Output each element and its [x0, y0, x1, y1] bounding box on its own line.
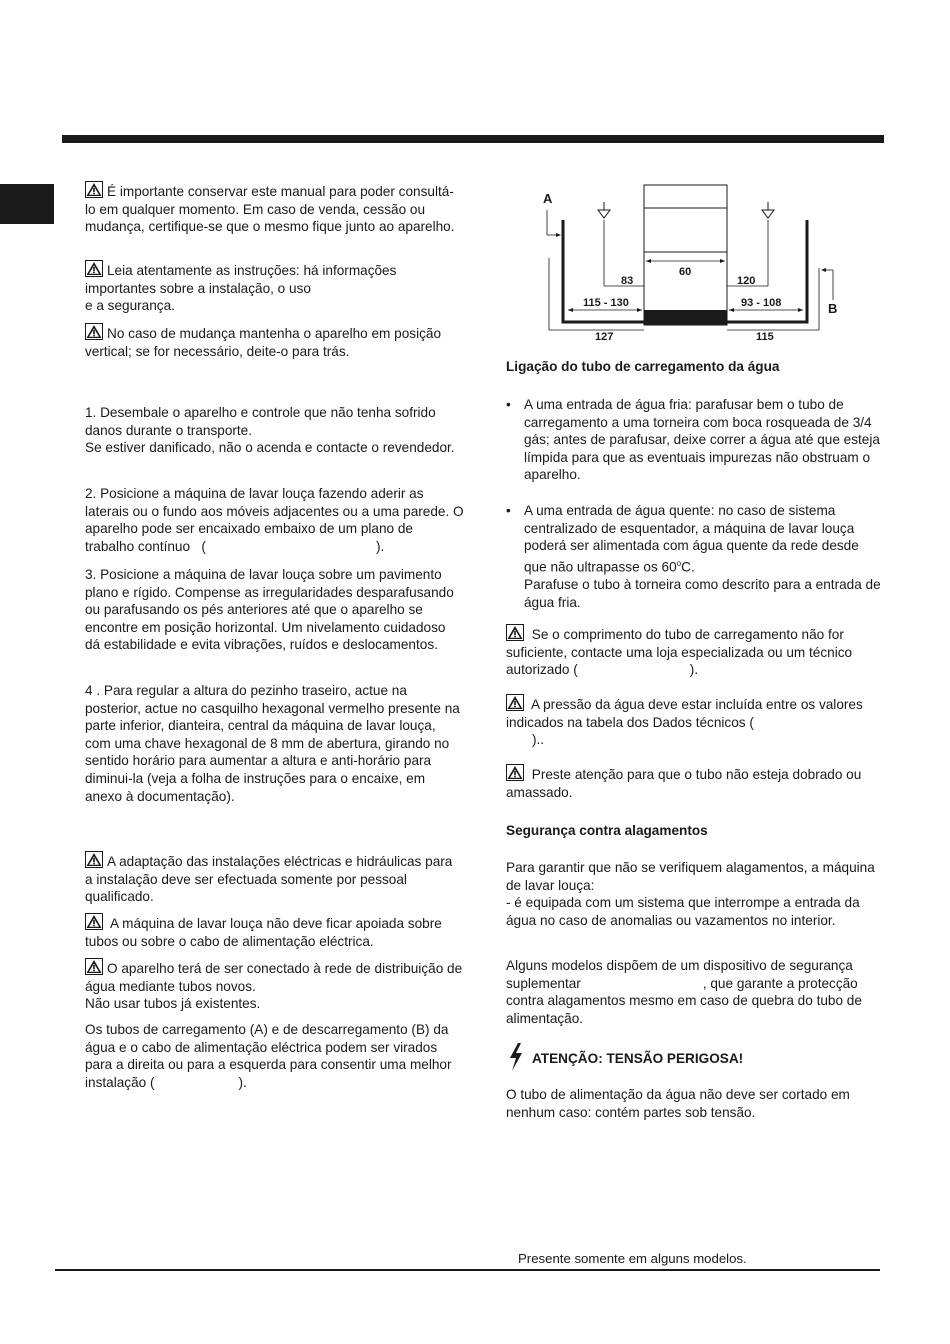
step-4: 4 . Para regular a altura do pezinho traseiro, actue na posterior, actue no casquilho hexagonal vermelho presente na parte inferior, dianteira, central da máquina de lavar louça, com uma chave hexagonal de 8 mm de abertura, girando no sentido horário para aumentar a altura e anti-horário para diminui-la (veja a folha de instruções para o encaixe, em anexo à documentação).: [85, 683, 460, 804]
dim-83: 83: [621, 275, 634, 287]
label-b: B: [828, 301, 838, 316]
step-2: 2. Posicione a máquina de lavar louça fazendo aderir as laterais ou o fundo aos móveis adjacentes ou a uma parede. O aparelho pode ser encaixado embaixo de um plano de trabalho contínuo ( ).: [85, 486, 464, 554]
heading-water-inlet: Ligação do tubo de carregamento da água: [506, 359, 780, 374]
warning-icon: [506, 764, 524, 781]
label-a: A: [543, 191, 553, 206]
flood-device-text: Alguns modelos dispõem de um dispositivo de segurança suplementar , que garante a protecção contra alagamentos mesmo em caso de quebra do tubo de alimentação.: [506, 958, 862, 1026]
appliance-outline: [644, 185, 727, 325]
header-rule: [62, 135, 884, 143]
bullet-hot-water: • A uma entrada de água quente: no caso de sistema centralizado de esquentador, a máquina de lavar louça poderá ser alimentada com água quente da rede desde que não ultrapasse os 60$^o$C. Parafuse o tubo à torneira como descrito para a entrada de água fria.: [506, 503, 881, 610]
flood-system-text: Para garantir que não se verifiquem alagamentos, a máquina de lavar louça: - é equipada com um sistema que interrompe a entrada da água no caso de anomalias ou vazamentos no interior.: [506, 860, 875, 928]
appliance-base: [644, 310, 727, 325]
dim-120: 120: [737, 275, 756, 287]
heading-flood-safety: Segurança contra alagamentos: [506, 823, 708, 838]
step-3: 3. Posicione a máquina de lavar louça sobre um pavimento plano e rígido. Compense as irregularidades desparafusando ou parafusando os pés anteriores até que o aparelho se encontre em posição horizontal. Um nivelamento cuidadoso dá estabilidade e evita vibrações, ruídos e deslocamentos.: [85, 567, 454, 653]
warning-icon: [85, 958, 103, 975]
warning-tube-bent: Preste atenção para que o tubo não esteja dobrado ou amassado.: [506, 764, 884, 801]
connection-diagram: [535, 180, 855, 350]
warning-icon: [85, 913, 103, 930]
dim-93-108: 93 - 108: [741, 297, 782, 309]
warning-not-on-tubes: A máquina de lavar louça não deve ficar apoiada sobre tubos ou sobre o cabo de alimentação eléctrica.: [85, 913, 463, 950]
warning-keep-manual: É importante conservar este manual para poder consultá-lo em qualquer momento. Em caso de venda, cessão ou mudança, certifique-se que o mesmo fique junto ao aparelho.: [85, 181, 463, 236]
tubes-orientation: Os tubos de carregamento (A) e de descarregamento (B) da água e o cabo de alimentação eléctrica podem ser virados para a direita ou para a esquerda para consentir uma melhor instalação ( ).: [85, 1022, 452, 1090]
dim-60: 60: [679, 266, 692, 278]
warning-icon: [85, 323, 103, 340]
warning-new-tubes: O aparelho terá de ser conectado à rede de distribuição de água mediante tubos novos. Não usar tubos já existentes.: [85, 958, 463, 1013]
language-tab: [0, 184, 54, 224]
warning-water-pressure: A pressão da água deve estar incluída entre os valores indicados na tabela dos Dados técnicos ( )..: [506, 694, 884, 749]
warning-tube-length: Se o comprimento do tubo de carregamento não for suficiente, contacte uma loja especializada ou um técnico autorizado ( ).: [506, 624, 884, 679]
footer-rule: [55, 1269, 880, 1271]
warning-icon: [85, 181, 103, 198]
step-1: 1. Desembale o aparelho e controle que não tenha sofrido danos durante o transporte. Se estiver danificado, não o acenda e contacte o revendedor.: [85, 405, 455, 456]
footnote: Presente somente em alguns modelos.: [518, 1251, 747, 1267]
warning-read-instructions: Leia atentamente as instruções: há informações importantes sobre a instalação, o uso e a segurança.: [85, 260, 463, 315]
warning-icon: [506, 694, 524, 711]
warning-transport: No caso de mudança mantenha o aparelho em posição vertical; se for necessário, deite-o para trás.: [85, 323, 463, 360]
warning-icon: [506, 624, 524, 641]
danger-heading: ATENÇÃO: TENSÃO PERIGOSA!: [508, 1043, 886, 1071]
warning-qualified-personnel: A adaptação das instalações eléctricas e hidráulicas para a instalação deve ser efectuada somente por pessoal qualificado.: [85, 851, 463, 906]
dim-115: 115: [756, 331, 774, 343]
danger-text: O tubo de alimentação da água não deve ser cortado em nenhum caso: contém partes sob tensão.: [506, 1087, 850, 1120]
bullet-cold-water: • A uma entrada de água fria: parafusar bem o tubo de carregamento a uma torneira com boca rosqueada de 3/4 gás; antes de parafusar, deixe correr a água até que esteja límpida para que as eventuais impurezas não obstruam o aparelho.: [506, 397, 880, 483]
lightning-icon: [508, 1043, 524, 1071]
dim-127: 127: [595, 331, 614, 343]
warning-icon: [85, 260, 103, 277]
warning-icon: [85, 851, 103, 868]
dim-115-130: 115 - 130: [583, 297, 629, 309]
